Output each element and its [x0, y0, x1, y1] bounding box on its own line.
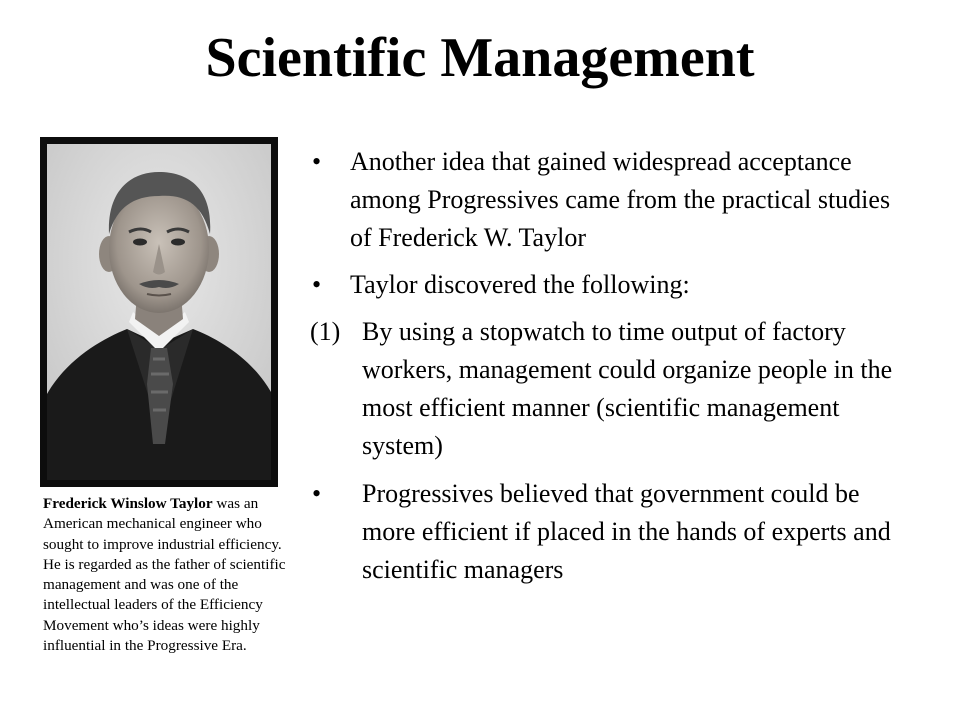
portrait-caption: [43, 494, 288, 656]
portrait-illustration: [47, 144, 271, 480]
bullet-marker: •: [312, 479, 322, 508]
portrait-frame: [40, 137, 278, 487]
bullet-item: [312, 475, 912, 589]
bullet-text: Progressives believed that government could be more efficient if placed in the hands of experts and scientific managers: [362, 479, 891, 584]
bullet-item: [312, 143, 912, 257]
bullet-marker: •: [312, 270, 322, 299]
bullet-marker: •: [312, 147, 322, 176]
right-eye: [171, 239, 185, 246]
bullet-item: [312, 266, 912, 304]
slide-title: Scientific Management: [205, 27, 755, 89]
caption-text: was an American mechanical engineer who sought to improve industrial efficiency. He is regarded as the father of scientific management and was one of the intellectual leaders of the Efficiency Movement who’s ideas were highly influential in the Progressive Era.: [43, 495, 286, 655]
caption-name: Frederick Winslow Taylor: [43, 495, 213, 512]
numbered-item: [312, 313, 912, 465]
bullet-text: Taylor discovered the following:: [350, 270, 690, 299]
bullet-list: [312, 143, 912, 598]
bullet-text: Another idea that gained widespread acceptance among Progressives came from the practical studies of Frederick W. Taylor: [350, 147, 891, 252]
portrait-photo: [47, 144, 271, 480]
number-marker: (1): [310, 317, 341, 346]
numbered-text: By using a stopwatch to time output of factory workers, management could organize people in the most efficient manner (scientific management system): [362, 317, 893, 460]
left-eye: [133, 239, 147, 246]
